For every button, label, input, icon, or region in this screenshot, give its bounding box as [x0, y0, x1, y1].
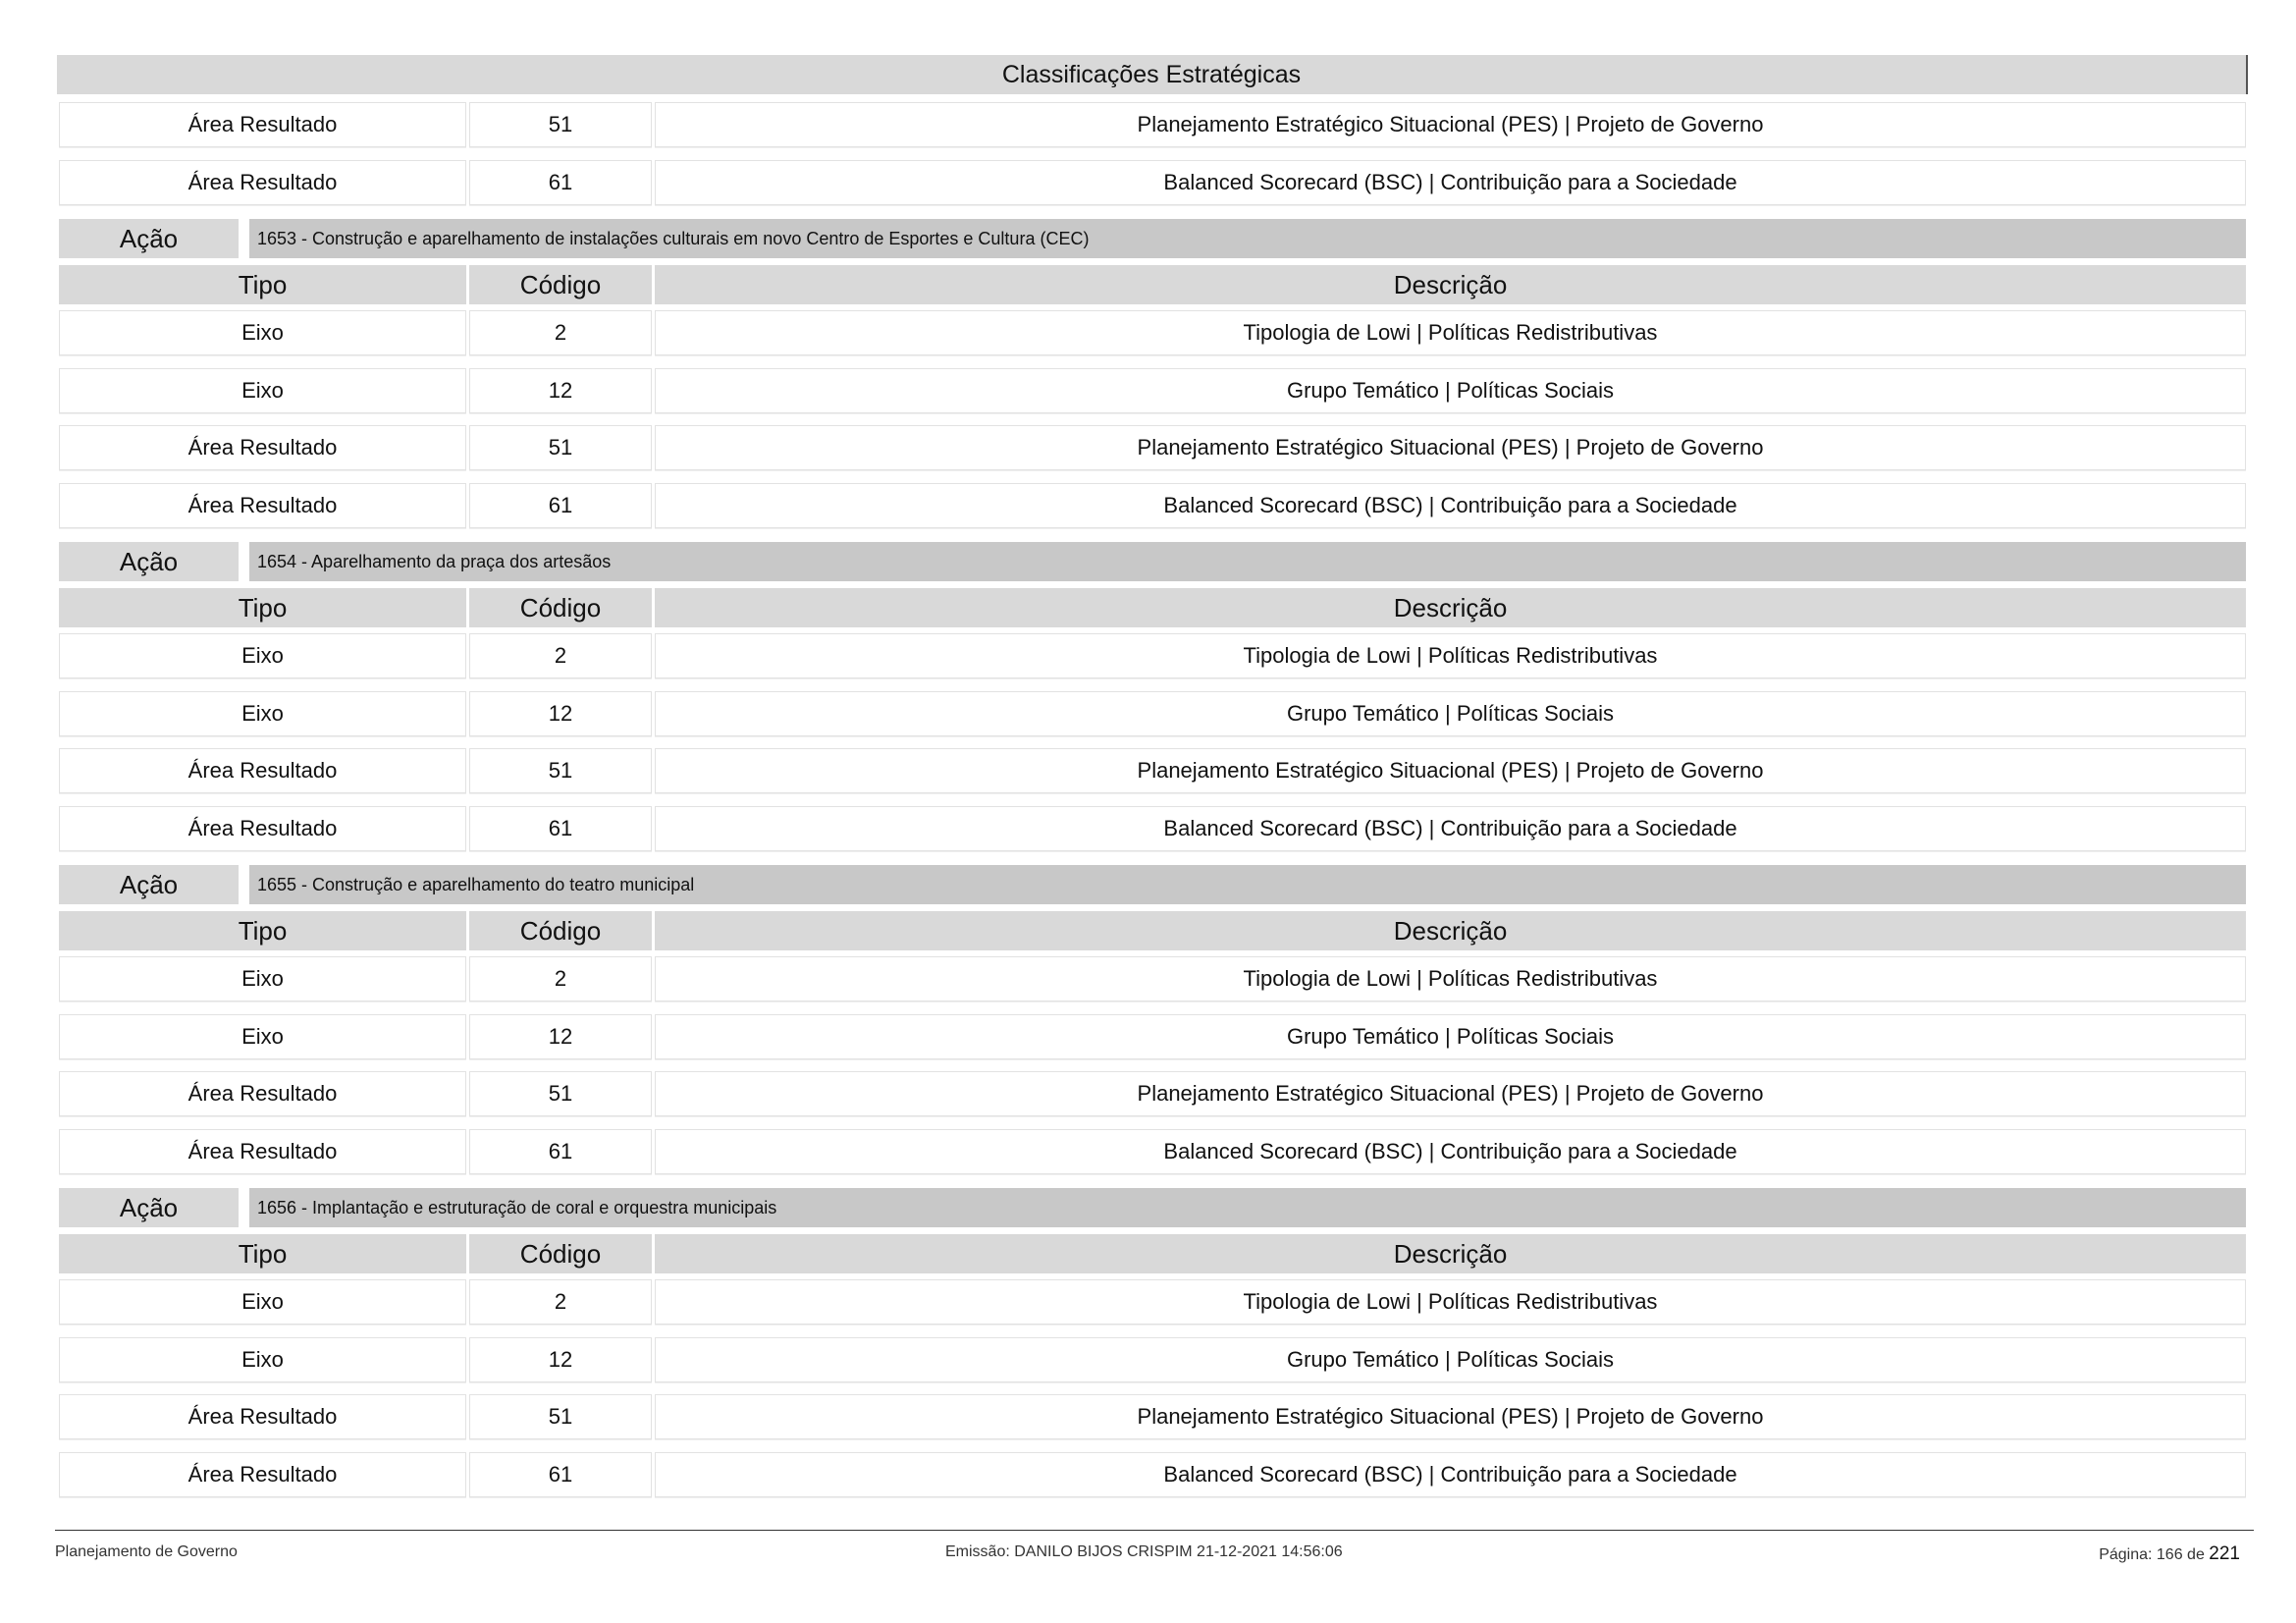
- cell-codigo: 51: [469, 102, 652, 147]
- cell-descricao: Grupo Temático | Políticas Sociais: [655, 368, 2246, 413]
- table-row: [59, 748, 2246, 793]
- acao-label: Ação: [59, 219, 239, 258]
- cell-codigo: 61: [469, 160, 652, 205]
- cell-descricao: Grupo Temático | Políticas Sociais: [655, 1014, 2246, 1059]
- acao-label: Ação: [59, 865, 239, 904]
- cell-codigo: 51: [469, 748, 652, 793]
- cell-descricao: Grupo Temático | Políticas Sociais: [655, 691, 2246, 736]
- footer-app-name: Planejamento de Governo: [55, 1543, 238, 1560]
- section-title: Classificações Estratégicas: [57, 55, 2248, 94]
- table-header: [59, 265, 2246, 304]
- cell-codigo: 12: [469, 691, 652, 736]
- header-codigo: Código: [469, 265, 652, 304]
- header-tipo: Tipo: [59, 911, 466, 950]
- cell-tipo: Área Resultado: [59, 748, 466, 793]
- cell-codigo: 2: [469, 310, 652, 355]
- cell-descricao: Tipologia de Lowi | Políticas Redistributivas: [655, 310, 2246, 355]
- cell-tipo: Eixo: [59, 368, 466, 413]
- cell-descricao: Tipologia de Lowi | Políticas Redistributivas: [655, 1279, 2246, 1325]
- acao-name: 1656 - Implantação e estruturação de coral e orquestra municipais: [249, 1188, 2246, 1227]
- acao-label: Ação: [59, 542, 239, 581]
- cell-codigo: 61: [469, 806, 652, 851]
- table-row: [59, 1129, 2246, 1174]
- cell-codigo: 61: [469, 483, 652, 528]
- footer-emission: Emissão: DANILO BIJOS CRISPIM 21-12-2021 14:56:06: [945, 1543, 1343, 1560]
- cell-tipo: Área Resultado: [59, 1129, 466, 1174]
- cell-codigo: 51: [469, 425, 652, 470]
- cell-descricao: Planejamento Estratégico Situacional (PES) | Projeto de Governo: [655, 748, 2246, 793]
- total-pages: 221: [2209, 1543, 2240, 1564]
- cell-tipo: Área Resultado: [59, 1394, 466, 1439]
- cell-tipo: Área Resultado: [59, 1071, 466, 1116]
- cell-tipo: Eixo: [59, 1279, 466, 1325]
- acao-header: [59, 1188, 2246, 1227]
- header-descricao: Descrição: [655, 1234, 2246, 1273]
- table-row: [59, 1452, 2246, 1497]
- header-codigo: Código: [469, 1234, 652, 1273]
- cell-codigo: 51: [469, 1071, 652, 1116]
- acao-label: Ação: [59, 1188, 239, 1227]
- header-tipo: Tipo: [59, 265, 466, 304]
- table-row: [59, 160, 2246, 205]
- table-row: [59, 1337, 2246, 1382]
- table-header: [59, 588, 2246, 627]
- header-codigo: Código: [469, 588, 652, 627]
- cell-codigo: 12: [469, 1337, 652, 1382]
- table-row: [59, 633, 2246, 678]
- cell-tipo: Área Resultado: [59, 160, 466, 205]
- header-tipo: Tipo: [59, 588, 466, 627]
- cell-tipo: Eixo: [59, 956, 466, 1001]
- cell-tipo: Eixo: [59, 1337, 466, 1382]
- cell-descricao: Planejamento Estratégico Situacional (PES) | Projeto de Governo: [655, 102, 2246, 147]
- header-descricao: Descrição: [655, 911, 2246, 950]
- acao-header: [59, 542, 2246, 581]
- cell-tipo: Eixo: [59, 691, 466, 736]
- cell-descricao: Balanced Scorecard (BSC) | Contribuição para a Sociedade: [655, 160, 2246, 205]
- acao-header: [59, 865, 2246, 904]
- cell-descricao: Planejamento Estratégico Situacional (PES) | Projeto de Governo: [655, 1071, 2246, 1116]
- header-descricao: Descrição: [655, 265, 2246, 304]
- cell-codigo: 2: [469, 956, 652, 1001]
- table-row: [59, 956, 2246, 1001]
- table-row: [59, 425, 2246, 470]
- table-row: [59, 1071, 2246, 1116]
- cell-codigo: 51: [469, 1394, 652, 1439]
- acao-header: [59, 219, 2246, 258]
- cell-descricao: Balanced Scorecard (BSC) | Contribuição para a Sociedade: [655, 483, 2246, 528]
- cell-codigo: 12: [469, 368, 652, 413]
- cell-tipo: Área Resultado: [59, 425, 466, 470]
- cell-tipo: Eixo: [59, 1014, 466, 1059]
- header-codigo: Código: [469, 911, 652, 950]
- cell-codigo: 61: [469, 1129, 652, 1174]
- table-row: [59, 483, 2246, 528]
- cell-tipo: Área Resultado: [59, 483, 466, 528]
- footer-pagination: [2099, 1543, 2240, 1565]
- table-row: [59, 1014, 2246, 1059]
- cell-codigo: 2: [469, 1279, 652, 1325]
- cell-descricao: Balanced Scorecard (BSC) | Contribuição para a Sociedade: [655, 806, 2246, 851]
- cell-descricao: Planejamento Estratégico Situacional (PES) | Projeto de Governo: [655, 1394, 2246, 1439]
- table-row: [59, 102, 2246, 147]
- acao-name: 1654 - Aparelhamento da praça dos artesãos: [249, 542, 2246, 581]
- cell-descricao: Grupo Temático | Políticas Sociais: [655, 1337, 2246, 1382]
- table-row: [59, 691, 2246, 736]
- cell-descricao: Balanced Scorecard (BSC) | Contribuição para a Sociedade: [655, 1452, 2246, 1497]
- cell-codigo: 61: [469, 1452, 652, 1497]
- cell-tipo: Área Resultado: [59, 806, 466, 851]
- cell-codigo: 12: [469, 1014, 652, 1059]
- table-row: [59, 310, 2246, 355]
- page-label: Página: 166 de: [2099, 1546, 2205, 1563]
- cell-descricao: Planejamento Estratégico Situacional (PES) | Projeto de Governo: [655, 425, 2246, 470]
- table-row: [59, 1279, 2246, 1325]
- table-row: [59, 806, 2246, 851]
- cell-tipo: Eixo: [59, 633, 466, 678]
- cell-descricao: Tipologia de Lowi | Políticas Redistributivas: [655, 956, 2246, 1001]
- table-header: [59, 911, 2246, 950]
- cell-descricao: Balanced Scorecard (BSC) | Contribuição para a Sociedade: [655, 1129, 2246, 1174]
- cell-tipo: Eixo: [59, 310, 466, 355]
- cell-codigo: 2: [469, 633, 652, 678]
- cell-tipo: Área Resultado: [59, 1452, 466, 1497]
- footer-divider: [55, 1530, 2254, 1531]
- header-descricao: Descrição: [655, 588, 2246, 627]
- header-tipo: Tipo: [59, 1234, 466, 1273]
- cell-descricao: Tipologia de Lowi | Políticas Redistributivas: [655, 633, 2246, 678]
- acao-name: 1655 - Construção e aparelhamento do teatro municipal: [249, 865, 2246, 904]
- table-row: [59, 368, 2246, 413]
- table-row: [59, 1394, 2246, 1439]
- acao-name: 1653 - Construção e aparelhamento de instalações culturais em novo Centro de Esportes e Cultura (CEC): [249, 219, 2246, 258]
- table-header: [59, 1234, 2246, 1273]
- cell-tipo: Área Resultado: [59, 102, 466, 147]
